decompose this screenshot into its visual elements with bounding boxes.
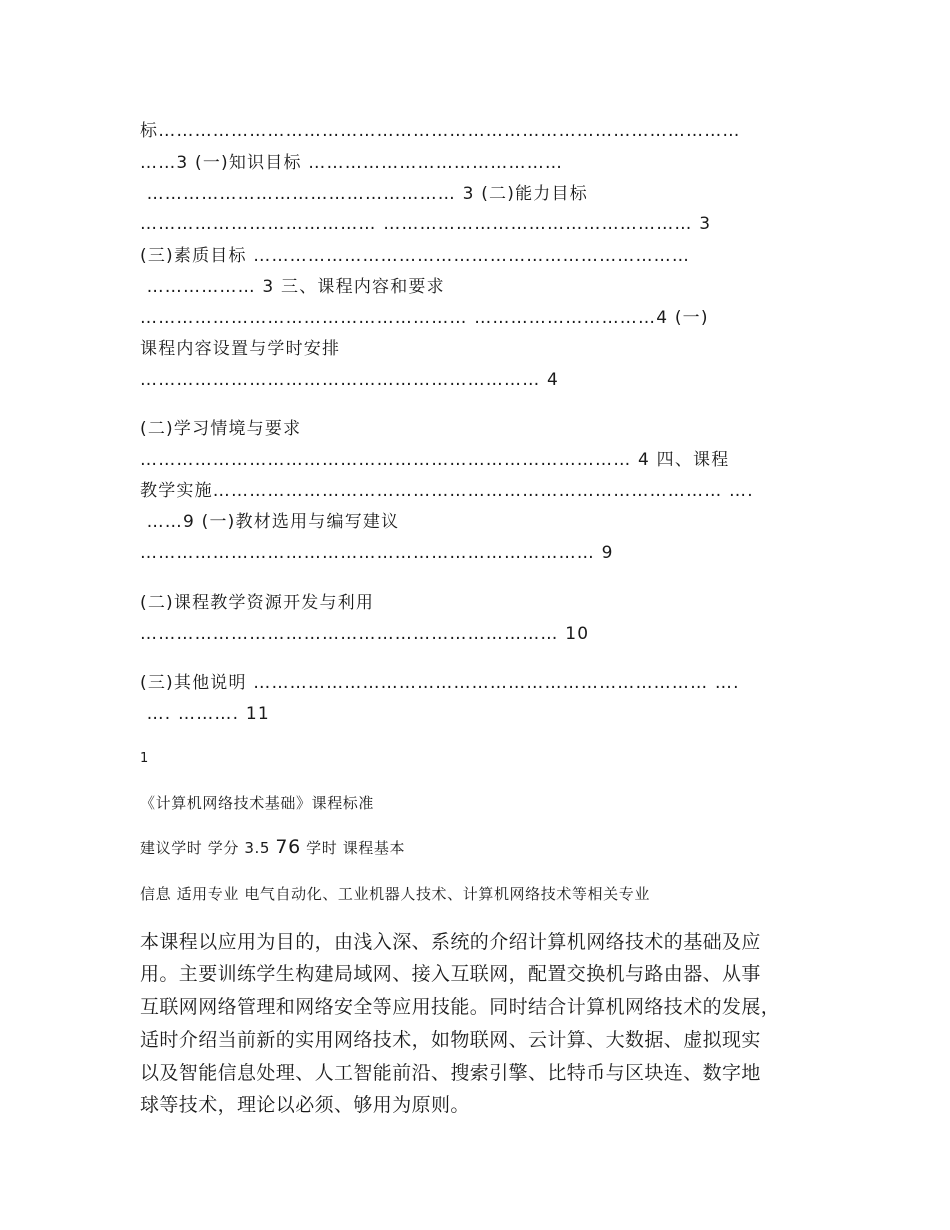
paragraph-line: 适时介绍当前新的实用网络技术，如物联网、云计算、大数据、虚拟现实: [140, 1029, 761, 1051]
paragraph-line: 互联网网络管理和网络安全等应用技能。同时结合计算机网络技术的发展，: [140, 996, 781, 1018]
toc-line: (二)学习情境与要求: [140, 419, 302, 439]
course-hours-line: [140, 836, 405, 859]
toc-line: (二)课程教学资源开发与利用: [140, 593, 375, 613]
toc-line: ……9 (一)教材选用与编写建议: [140, 512, 400, 532]
toc-line: ………………………………………………………… 4: [140, 370, 560, 390]
toc-line: ……………………………………………… …………………………4 (一): [140, 308, 709, 328]
paragraph-line: 用。主要训练学生构建局域网、接入互联网，配置交换机与路由器、从事: [140, 963, 761, 985]
toc-line: ……………………………………………………………………… 4 四、课程: [140, 450, 730, 470]
toc-line: (三)其他说明 ………………………………………………………………… ….: [140, 673, 740, 693]
paragraph-line: 以及智能信息处理、人工智能前沿、搜索引擎、比特币与区块连、数字地: [140, 1062, 761, 1084]
toc-line: …. ………. 11: [140, 704, 270, 724]
toc-line: ………………………………… …………………………………………… 3: [140, 214, 712, 234]
doc-title: 《计算机网络技术基础》课程标准: [140, 794, 375, 812]
toc-line: 教学实施………………………………………………………………………… ….: [140, 481, 754, 501]
toc-line: (三)素质目标 ………………………………………………………………: [140, 246, 691, 266]
hours-prefix: 建议学时 学分 3.5: [140, 839, 276, 857]
page-number: 1: [140, 751, 149, 766]
paragraph-line: 本课程以应用为目的，由浅入深、系统的介绍计算机网络技术的基础及应: [140, 931, 761, 953]
toc-line: ……3 (一)知识目标 ……………………………………: [140, 153, 564, 173]
toc-line: …………………………………………………………… 10: [140, 624, 590, 644]
hours-suffix: 学时 课程基本: [300, 839, 406, 857]
hours-value: 76: [275, 836, 301, 858]
paragraph-line: 球等技术，理论以必须、够用为原则。: [140, 1094, 470, 1116]
toc-line: …………………………………………… 3 (二)能力目标: [140, 184, 588, 204]
course-major-line: 信息 适用专业 电气自动化、工业机器人技术、计算机网络技术等相关专业: [140, 885, 650, 903]
toc-line: ……………… 3 三、课程内容和要求: [140, 277, 445, 297]
toc-line: 标……………………………………………………………………………………: [140, 121, 741, 141]
toc-line: ………………………………………………………………… 9: [140, 543, 614, 563]
toc-line: 课程内容设置与学时安排: [140, 339, 341, 359]
